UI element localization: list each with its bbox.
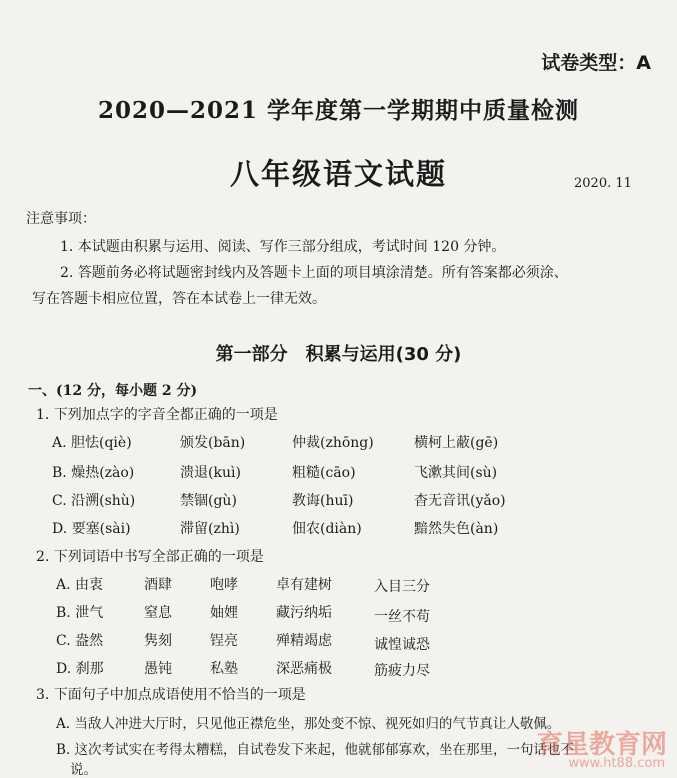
- q2-option-a2: 酒肆: [144, 577, 172, 593]
- q1-option-b3: 粗糙(cāo): [292, 465, 356, 481]
- watermark-logo: 育星教育网: [536, 730, 667, 760]
- notes-label: 注意事项：: [26, 211, 96, 227]
- q2-option-c1: C. 盎然: [56, 633, 104, 649]
- q1-option-d2: 滞留(zhì): [180, 521, 240, 537]
- q1-option-c3: 教诲(huī): [292, 493, 354, 509]
- section1-title: 一、(12 分，每小题 2 分): [28, 383, 198, 399]
- q1-option-c1: C. 沿溯(shù): [52, 493, 136, 509]
- q2-option-a3: 咆哮: [210, 577, 238, 593]
- q1-option-a1: A. 胆怯(qiè): [52, 435, 132, 451]
- exam-title: 2020—2021 学年度第一学期期中质量检测: [97, 97, 580, 124]
- q2-option-a4: 卓有建树: [276, 577, 332, 593]
- q2-option-b4: 藏污纳垢: [276, 605, 332, 621]
- paper-type: 试卷类型：A: [541, 52, 651, 74]
- q1-option-d4: 黯然失色(àn): [414, 521, 499, 537]
- watermark-url: www.ht88.com: [568, 756, 665, 771]
- q2-option-c4: 殚精竭虑: [276, 633, 332, 649]
- q2-option-b5: 一丝不苟: [374, 609, 430, 625]
- note-item-1: 1. 本试题由积累与运用、阅读、写作三部分组成，考试时间 120 分钟。: [60, 239, 506, 255]
- q2-option-a5: 入目三分: [374, 579, 430, 595]
- exam-subtitle: 八年级语文试题: [229, 157, 447, 191]
- q3-option-a: A. 当敌人冲进大厅时，只见他正襟危坐，那处变不惊、视死如归的气节真让人敬佩。: [56, 716, 561, 732]
- q2-option-c3: 锃亮: [210, 633, 238, 649]
- q3-option-b-cont: 说。: [70, 762, 97, 778]
- q2-option-d2: 愚钝: [144, 661, 172, 677]
- q2-option-d4: 深恶痛极: [276, 661, 332, 677]
- q1-option-a4: 横柯上蔽(gē): [414, 435, 499, 451]
- q2-option-d3: 私塾: [210, 661, 238, 677]
- q2-option-b1: B. 泄气: [56, 605, 104, 621]
- q3-option-b: B. 这次考试实在考得太糟糕，自试卷发下来起，他就郁郁寡欢，坐在那里，一句话也不: [56, 742, 575, 758]
- q2-option-d5: 筋疲力尽: [374, 663, 430, 679]
- q3-stem: 3. 下面句子中加点成语使用不恰当的一项是: [36, 687, 306, 703]
- q2-option-c2: 隽刻: [144, 633, 172, 649]
- q2-option-d1: D. 刹那: [56, 661, 104, 677]
- exam-date: 2020. 11: [574, 176, 632, 191]
- q2-stem: 2. 下列词语中书写全部正确的一项是: [36, 549, 264, 565]
- q1-option-d3: 佃农(diàn): [292, 521, 362, 537]
- q2-option-b2: 窒息: [144, 605, 172, 621]
- q1-option-a3: 仲裁(zhōng): [292, 435, 374, 451]
- q1-option-c2: 禁锢(gù): [180, 493, 237, 509]
- q2-option-c5: 诚惶诚恐: [374, 637, 430, 653]
- note-item-2: 2. 答题前务必将试题密封线内及答题卡上面的项目填涂清楚。所有答案都必须涂、: [60, 265, 568, 281]
- q1-stem: 1. 下列加点字的字音全都正确的一项是: [36, 407, 278, 423]
- q1-option-b4: 飞漱其间(sù): [414, 465, 498, 481]
- q1-option-c4: 杳无音讯(yǎo): [414, 493, 506, 509]
- q1-option-d1: D. 要塞(sài): [52, 521, 131, 537]
- q1-option-b1: B. 燥热(zào): [52, 465, 135, 481]
- q2-option-b3: 妯娌: [210, 605, 238, 621]
- part1-title: 第一部分 积累与运用(30 分): [215, 344, 462, 365]
- q1-option-b2: 溃退(kuì): [180, 465, 241, 481]
- q1-option-a2: 颁发(bān): [180, 435, 246, 451]
- q2-option-a1: A. 由衷: [56, 577, 104, 593]
- note-item-2-cont: 写在答题卡相应位置，答在本试卷上一律无效。: [32, 291, 326, 307]
